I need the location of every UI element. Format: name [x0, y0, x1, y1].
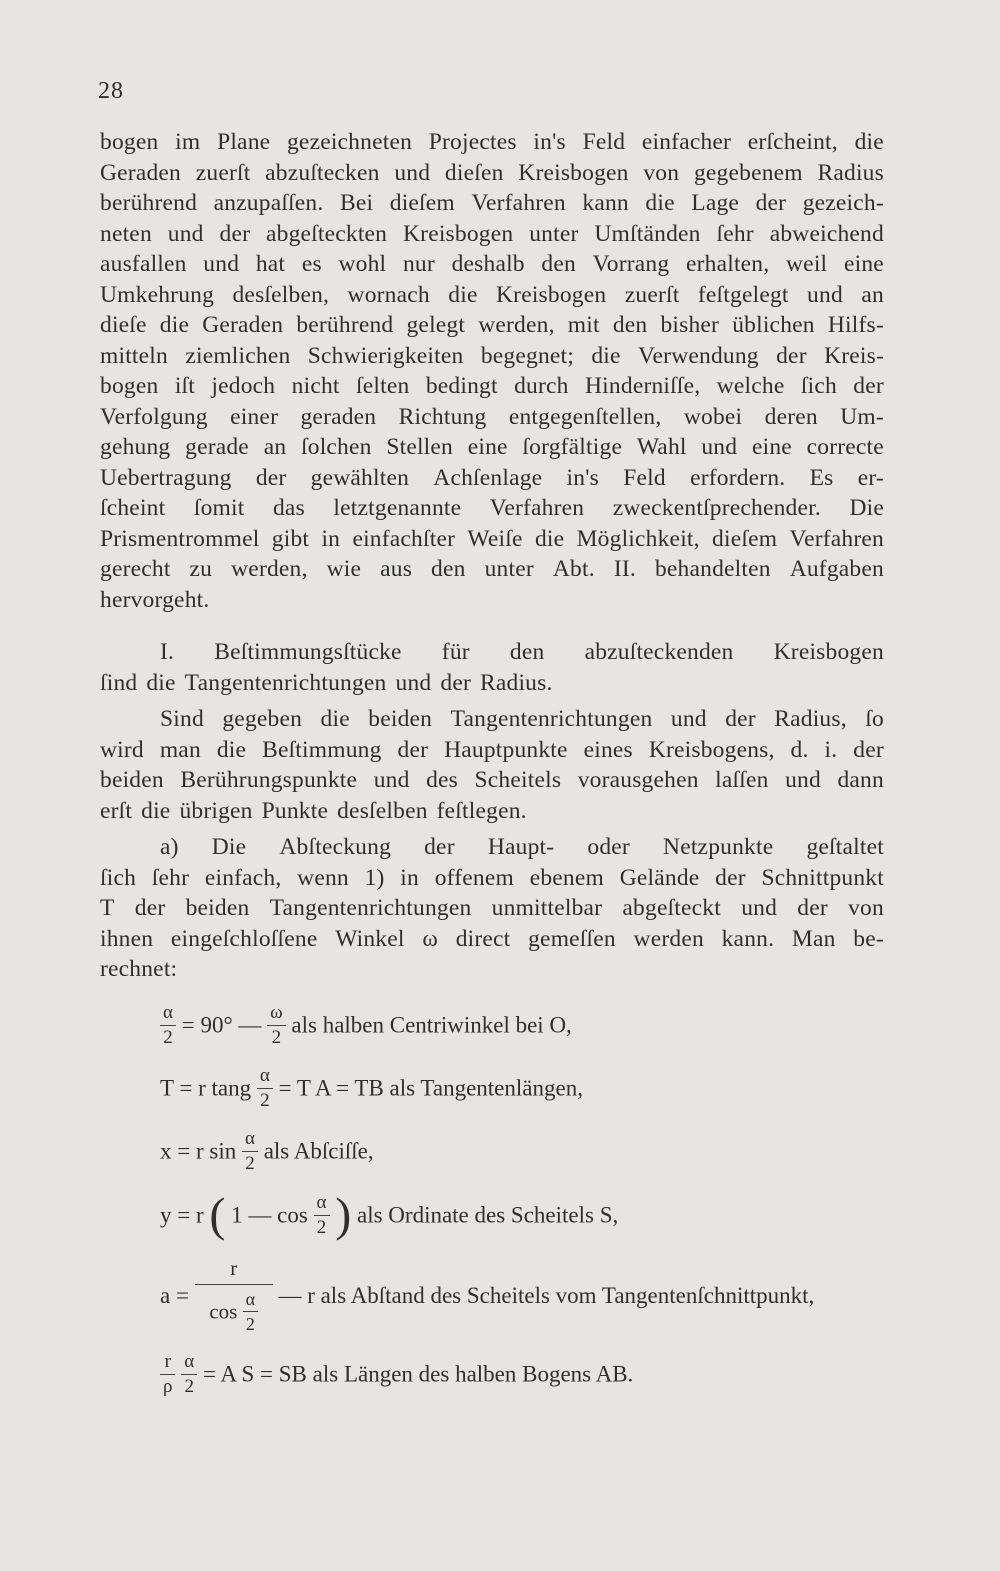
word: Verwendung	[637, 342, 759, 369]
word: Bei	[339, 190, 374, 216]
text-line	[100, 341, 884, 372]
formula-abscissa: x = r sin $\frac{\alpha}{2}$ als Abſciſſe,	[160, 1128, 374, 1174]
word: Beſtimmungsſtücke	[214, 639, 402, 665]
word: neten	[100, 220, 152, 247]
word: deren	[764, 403, 818, 430]
word: direct	[455, 925, 511, 952]
word: Kreisbogen	[496, 281, 607, 308]
word: Kreis-	[824, 342, 884, 369]
word: zuerſt	[624, 281, 680, 308]
word: es	[301, 251, 322, 277]
text-line	[100, 463, 884, 494]
word: gelegt	[406, 312, 466, 338]
word: hervorgeht.	[100, 586, 210, 613]
word: und	[167, 220, 204, 247]
word: feſtgelegt	[697, 281, 789, 308]
word: Hilfs-	[827, 312, 884, 338]
word: Weiſe	[467, 525, 523, 552]
word: erhalten,	[685, 251, 770, 277]
word: mit	[567, 312, 600, 338]
word: beiden	[185, 895, 250, 921]
word: wird	[100, 736, 144, 763]
word: Kreisbogen	[518, 159, 629, 186]
word: die	[146, 669, 176, 696]
text-line	[100, 280, 884, 311]
word: in's	[566, 464, 599, 491]
word: Uebertragung	[100, 464, 232, 491]
word: der	[440, 669, 471, 696]
word: eine	[843, 251, 884, 277]
word: hat	[255, 251, 286, 277]
formula-ordinate: y = r ( 1 — cos $\frac{\alpha}{2}$ ) als Ordinate des Scheitels S,	[160, 1188, 619, 1242]
word: und	[373, 767, 410, 793]
word: Haupt-	[487, 834, 555, 860]
paragraph-2	[100, 704, 884, 826]
word: gezeichneten	[286, 129, 413, 155]
word: vorausgehen	[577, 767, 699, 793]
text-line	[100, 832, 884, 863]
word: begegnet;	[480, 342, 574, 369]
word: aus	[380, 556, 413, 582]
word: ſo	[865, 706, 884, 732]
word: Geraden	[100, 159, 181, 186]
word: Die	[211, 834, 247, 860]
word: desſelben,	[232, 281, 330, 308]
word: erſcheint,	[747, 129, 838, 155]
word: und	[741, 895, 778, 921]
word: einfachſter	[352, 525, 456, 552]
word: ſelten	[356, 373, 410, 399]
word: der	[776, 342, 807, 369]
paragraph-1	[100, 127, 884, 615]
word: den	[541, 251, 576, 277]
word: geraden	[300, 403, 377, 430]
word: der	[853, 373, 884, 399]
word: ſich	[100, 864, 137, 891]
word: einer	[230, 403, 279, 430]
word: Richtung	[398, 403, 487, 430]
word: i.	[824, 736, 838, 763]
word: abgeſteckten	[265, 220, 388, 247]
word: die	[159, 312, 190, 338]
word: werden	[633, 925, 704, 952]
word: wenn	[297, 864, 349, 891]
word: berührend	[296, 312, 394, 338]
word: er-	[857, 464, 884, 491]
word: weil	[786, 251, 828, 277]
word: von	[643, 159, 680, 186]
word: oder	[587, 834, 630, 860]
word: die	[645, 190, 675, 216]
word: deshalb	[451, 251, 525, 277]
text-line	[100, 524, 884, 555]
word: ſolchen	[301, 434, 372, 460]
text-line	[100, 704, 884, 735]
word: an	[263, 434, 287, 460]
word: wobei	[683, 403, 743, 430]
text-line	[100, 432, 884, 463]
word: Umkehrung	[100, 281, 215, 308]
word: eine	[751, 434, 792, 460]
word: Sind	[160, 706, 204, 732]
word: werden,	[231, 556, 308, 582]
word: Tangentenrichtungen	[450, 706, 653, 732]
word: ihnen	[100, 925, 154, 952]
word: und	[394, 159, 431, 186]
word: der	[715, 864, 746, 891]
word: Vorrang	[592, 251, 670, 277]
text-line	[100, 796, 884, 827]
word: iſt	[174, 373, 196, 399]
word: der	[134, 895, 166, 921]
word: der	[397, 736, 429, 763]
word: ſehr	[151, 864, 190, 891]
word: kann.	[721, 925, 775, 952]
word: nicht	[291, 373, 340, 399]
word: und	[395, 669, 432, 696]
word: bogen	[100, 129, 159, 155]
word: des	[426, 767, 458, 793]
word: eine	[467, 434, 508, 460]
paragraph-3	[100, 832, 884, 985]
word: Abt.	[552, 556, 595, 582]
word: Stellen	[386, 434, 453, 460]
word: für	[441, 639, 470, 665]
word: laſſen	[715, 767, 769, 793]
word: Um-	[840, 403, 884, 430]
text-line	[100, 188, 884, 219]
word: von	[848, 895, 884, 921]
word: gezeich-	[802, 190, 884, 216]
word: eingeſchloſſene	[170, 925, 318, 952]
text-line	[100, 219, 884, 250]
word: Umſtänden	[594, 220, 701, 247]
word: correcte	[806, 434, 884, 460]
word: der	[424, 834, 455, 860]
word: und	[807, 281, 843, 308]
word: der	[853, 736, 884, 763]
word: berührend	[100, 190, 198, 216]
word: Gelände	[619, 864, 700, 891]
word: I.	[160, 639, 175, 665]
word: in's	[533, 129, 566, 155]
word: die	[216, 736, 247, 763]
word: Achſenlage	[433, 464, 543, 491]
text-line	[100, 402, 884, 433]
word: Radius.	[479, 669, 553, 696]
word: zuerſt	[195, 159, 251, 186]
word: Verfahren	[789, 525, 884, 552]
word: zu	[189, 556, 213, 582]
word: geſtaltet	[806, 834, 884, 860]
word: Plane	[217, 129, 271, 155]
word: abzuſteckenden	[584, 639, 734, 665]
word: gibt	[271, 525, 310, 552]
fraction: $\frac{\alpha}{2}$	[257, 1066, 273, 1111]
text-line	[100, 735, 884, 766]
text-block	[100, 127, 884, 985]
word: bisher	[660, 312, 720, 338]
word: dieſem	[712, 525, 778, 552]
word: ſcheint	[100, 495, 166, 521]
word: die	[141, 797, 171, 824]
word: das	[272, 495, 305, 521]
word: unmittelbar	[491, 895, 603, 921]
word: entgegenſtellen,	[508, 403, 662, 430]
text-line	[100, 585, 884, 616]
word: offenem	[434, 864, 514, 891]
word: unter	[529, 220, 579, 247]
word: Man	[791, 925, 836, 952]
word: werden,	[478, 312, 555, 338]
word: wohl	[338, 251, 387, 277]
word: eines	[583, 736, 633, 763]
word: dann	[837, 767, 884, 793]
word: bedingt	[425, 373, 498, 399]
fraction: $\frac{\alpha}{2}$	[242, 1129, 258, 1174]
word: a)	[160, 834, 179, 860]
formula-vertex-distance: a = r cos $\frac{\alpha}{2}$ — r als Abſtand des Scheitels vom Tangentenſchnittpunkt,	[160, 1256, 815, 1334]
word: Die	[849, 495, 884, 521]
word: nur	[402, 251, 435, 277]
word: Kreisbogen	[403, 220, 514, 247]
text-line	[100, 127, 884, 158]
word: Feld	[623, 464, 666, 491]
text-line	[100, 158, 884, 189]
word: Geraden	[202, 312, 284, 338]
word: wie	[326, 556, 362, 582]
word: der	[255, 464, 287, 491]
word: gegebenem	[693, 159, 803, 186]
fraction: $\frac{\alpha}{2}$	[160, 1003, 176, 1048]
word: und	[701, 434, 738, 460]
word: gewählten	[310, 464, 410, 491]
word: erfordern.	[690, 464, 786, 491]
word: gehung	[100, 434, 171, 460]
word: Beſtimmung	[262, 736, 382, 763]
word: der	[219, 220, 251, 247]
text-line	[100, 893, 884, 924]
word: zweckentſprechender.	[612, 495, 821, 521]
page-number: 28	[98, 78, 124, 104]
word: Hauptpunkte	[444, 736, 568, 763]
word: ſich	[800, 373, 837, 399]
word: ausfallen	[100, 251, 187, 277]
word: unter	[484, 556, 534, 582]
word: Es	[809, 464, 834, 491]
word: ebenem	[529, 864, 604, 891]
word: Wahl	[636, 434, 687, 460]
formula-half-central-angle: $\frac{\alpha}{2}$ = 90° — $\frac{\omega}{2}$ als halben Centriwinkel bei O,	[160, 1003, 572, 1048]
word: wornach	[347, 281, 430, 308]
word: gemeſſen	[528, 925, 616, 952]
word: gegeben	[222, 706, 303, 732]
word: Punkte	[261, 797, 329, 824]
word: die	[591, 342, 621, 369]
fraction: $\frac{\alpha}{2}$	[243, 1289, 258, 1334]
word: an	[861, 281, 884, 308]
text-line	[100, 765, 884, 796]
word: beiden	[100, 767, 164, 793]
word: Hinderniſſe,	[585, 373, 701, 399]
word: erſt	[100, 797, 133, 824]
word: Verfolgung	[100, 403, 208, 430]
text-line	[100, 371, 884, 402]
fraction: $\frac{\alpha}{2}$	[181, 1352, 197, 1397]
word: gerecht	[100, 556, 171, 582]
word: Prismentrommel	[100, 525, 260, 552]
word: kann	[582, 190, 629, 216]
section-heading	[100, 637, 884, 698]
word: ſorgfältige	[522, 434, 623, 460]
word: feſtlegen.	[436, 797, 527, 824]
word: be-	[853, 925, 884, 952]
text-line	[100, 554, 884, 585]
word: Kreisbogen	[773, 639, 884, 665]
word: Radius	[817, 159, 884, 186]
word: abweichend	[769, 220, 884, 247]
word: die	[320, 706, 350, 732]
word: den	[612, 312, 648, 338]
word: im	[175, 129, 201, 155]
text-line	[100, 863, 884, 894]
word: ziemlichen	[185, 342, 291, 369]
text-line	[160, 637, 884, 668]
word: und	[203, 251, 240, 277]
word: Scheitels	[474, 767, 562, 793]
word: man	[159, 736, 201, 763]
word: Lage	[691, 190, 740, 216]
word: anzupaſſen.	[213, 190, 324, 216]
word: Projectes	[428, 129, 517, 155]
text-line	[100, 954, 884, 985]
formula-half-arc-length: $\frac{r}{\rho}$ $\frac{\alpha}{2}$ = A S = SB als Längen des halben Bogens AB.	[160, 1352, 633, 1397]
word: in	[400, 864, 419, 891]
word: einfacher	[641, 129, 732, 155]
word: Winkel	[335, 925, 405, 952]
word: welche	[716, 373, 785, 399]
word: desſelben	[337, 797, 428, 824]
word: behandelten	[654, 556, 771, 582]
word: dieſe	[100, 312, 147, 338]
word: Verfahren	[471, 190, 566, 216]
word: Möglichkeit,	[576, 525, 700, 552]
word: und	[670, 706, 707, 732]
word: den	[431, 556, 466, 582]
word: durch	[514, 373, 569, 399]
word: Tangentenrichtungen	[269, 895, 472, 921]
word: bogen	[100, 373, 159, 399]
text-line	[100, 249, 884, 280]
word: der	[797, 895, 828, 921]
text-line	[100, 493, 884, 524]
text-line	[100, 668, 884, 699]
word: d.	[790, 736, 809, 763]
word: Kreisbogens,	[648, 736, 775, 763]
word: der	[755, 190, 787, 216]
word: beiden	[368, 706, 433, 732]
word: die	[448, 281, 478, 308]
word: übrigen	[179, 797, 253, 824]
word: üblichen	[732, 312, 815, 338]
word: Berührungspunkte	[180, 767, 358, 793]
word: abgeſteckt	[622, 895, 721, 921]
word: Verfahren	[489, 495, 585, 521]
word: Tangentenrichtungen	[184, 669, 387, 696]
fraction: $\frac{\alpha}{2}$	[314, 1193, 330, 1238]
word: 1)	[364, 864, 385, 891]
word: Aufgaben	[789, 556, 884, 582]
word: II.	[613, 556, 636, 582]
word: die	[854, 129, 884, 155]
word: und	[785, 767, 821, 793]
word: ſomit	[193, 495, 245, 521]
word: Abſteckung	[279, 834, 392, 860]
word: dieſem	[389, 190, 455, 216]
word: gerade	[185, 434, 249, 460]
text-line	[100, 924, 884, 955]
word: den	[509, 639, 545, 665]
word: Radius,	[774, 706, 847, 732]
word: Feld	[582, 129, 626, 155]
text-line	[100, 310, 884, 341]
word: abzuſtecken	[265, 159, 380, 186]
word: ſind	[100, 669, 138, 696]
formula-tangent-length: T = r tang $\frac{\alpha}{2}$ = T A = TB als Tangentenlängen,	[160, 1065, 583, 1111]
word: ſehr	[716, 220, 754, 247]
word: ω	[422, 925, 438, 952]
word: einfach,	[204, 864, 282, 891]
word: letztgenannte	[333, 495, 462, 521]
word: Netzpunkte	[663, 834, 774, 860]
word: jedoch	[211, 373, 276, 399]
compound-fraction: r cos $\frac{\alpha}{2}$	[195, 1258, 273, 1334]
word: der	[725, 706, 756, 732]
word: mitteln	[100, 342, 168, 369]
word: Schwierigkeiten	[307, 342, 464, 369]
word: rechnet:	[100, 956, 178, 982]
word: dieſen	[444, 159, 504, 186]
fraction: $\frac{\omega}{2}$	[267, 1003, 286, 1048]
fraction: $\frac{r}{\rho}$	[160, 1352, 175, 1397]
word: die	[534, 525, 565, 552]
word: Schnittpunkt	[761, 864, 884, 891]
word: in	[321, 525, 341, 552]
word: T	[100, 895, 115, 921]
